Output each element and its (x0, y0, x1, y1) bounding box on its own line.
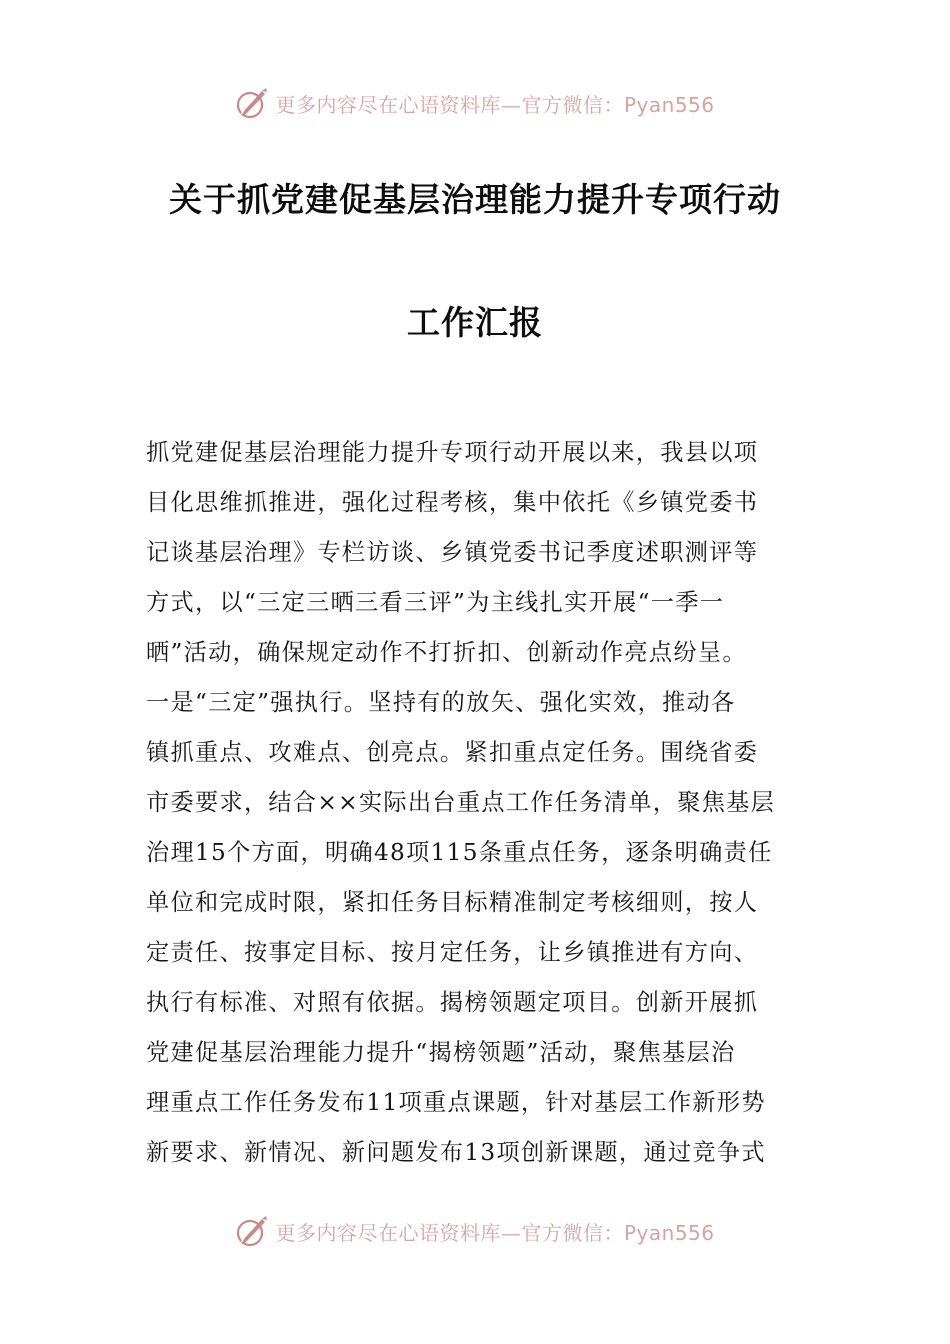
header-watermark (0, 83, 950, 123)
footer-watermark (0, 1211, 950, 1251)
body-line: 治理15个方面，明确48项115条重点任务，逐条明确责任 (146, 839, 773, 866)
body-line: 方式，以“三定三晒三看三评”为主线扎实开展“一季一 (146, 589, 725, 616)
body-line: 党建促基层治理能力提升“揭榜领题”活动，聚焦基层治 (146, 1039, 736, 1066)
watermark-label: 更多内容尽在心语资料库—官方微信： (275, 92, 624, 117)
body-line: 定责任、按事定目标、按月定任务，让乡镇推进有方向、 (146, 939, 759, 966)
document-body (146, 428, 814, 1178)
body-line: 市委要求，结合××实际出台重点工作任务清单，聚焦基层 (146, 789, 776, 816)
document-title-line1: 关于抓党建促基层治理能力提升专项行动 (169, 180, 781, 219)
body-line: 晒”活动，确保规定动作不打折扣、创新动作亮点纷呈。 (146, 639, 747, 666)
watermark-wechat-id: Pyan556 (623, 92, 715, 117)
body-line: 目化思维抓推进，强化过程考核，集中依托《乡镇党委书 (146, 489, 759, 516)
watermark-wechat-id: Pyan556 (623, 1220, 715, 1245)
body-line: 执行有标准、对照有依据。揭榜领题定项目。创新开展抓 (146, 989, 759, 1016)
body-line: 单位和完成时限，紧扣任务目标精准制定考核细则，按人 (146, 889, 759, 916)
body-line: 记谈基层治理》专栏访谈、乡镇党委书记季度述职测评等 (146, 539, 759, 566)
body-line: 抓党建促基层治理能力提升专项行动开展以来，我县以项 (146, 439, 759, 466)
body-line: 新要求、新情况、新问题发布13项创新课题，通过竞争式 (146, 1139, 766, 1166)
quill-pen-icon (235, 1214, 269, 1248)
document-title-line2: 工作汇报 (407, 303, 543, 342)
body-line: 镇抓重点、攻难点、创亮点。紧扣重点定任务。围绕省委 (146, 739, 759, 766)
body-line: 理重点工作任务发布11项重点课题，针对基层工作新形势 (146, 1089, 766, 1116)
watermark-label: 更多内容尽在心语资料库—官方微信： (275, 1220, 624, 1245)
quill-pen-icon (235, 86, 269, 120)
watermark-text (275, 89, 714, 118)
watermark-text (275, 1217, 714, 1246)
body-line: 一是“三定”强执行。坚持有的放矢、强化实效，推动各 (146, 689, 736, 716)
